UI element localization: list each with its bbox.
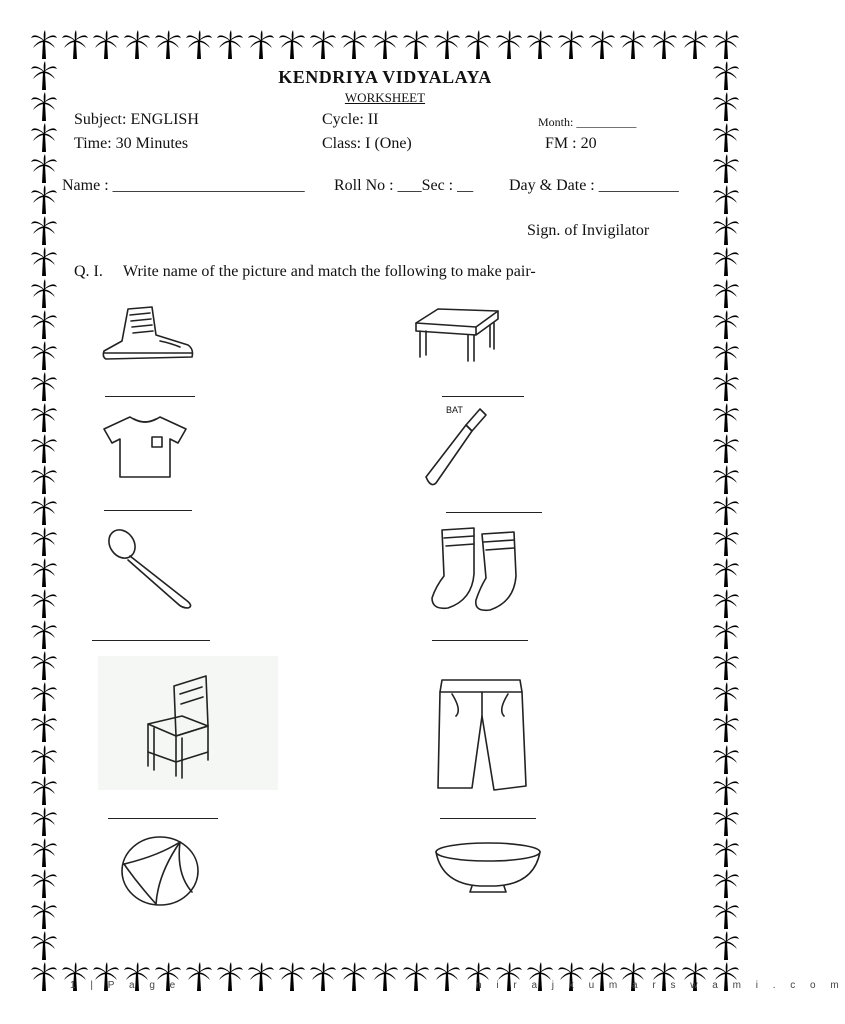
palm-tree-icon bbox=[247, 962, 275, 992]
palm-tree-icon bbox=[712, 496, 740, 526]
palm-tree-icon bbox=[278, 962, 306, 992]
palm-tree-icon bbox=[30, 807, 58, 837]
palm-tree-icon bbox=[712, 589, 740, 619]
answer-line bbox=[92, 640, 210, 641]
answer-line bbox=[440, 818, 536, 819]
palm-tree-icon bbox=[712, 185, 740, 215]
palm-tree-icon bbox=[185, 30, 213, 60]
boot-icon bbox=[100, 305, 196, 365]
palm-tree-icon bbox=[712, 682, 740, 712]
palm-tree-icon bbox=[712, 931, 740, 961]
table-icon bbox=[410, 305, 502, 363]
palm-tree-icon bbox=[309, 30, 337, 60]
palm-tree-icon bbox=[402, 962, 430, 992]
palm-tree-icon bbox=[30, 496, 58, 526]
page-number: 1 | P a g e bbox=[70, 980, 182, 991]
palm-tree-icon bbox=[712, 247, 740, 277]
chair-icon bbox=[98, 656, 278, 790]
palm-tree-icon bbox=[123, 30, 151, 60]
palm-tree-icon bbox=[30, 682, 58, 712]
palm-tree-icon bbox=[650, 30, 678, 60]
palm-tree-icon bbox=[712, 30, 740, 60]
palm-tree-icon bbox=[30, 372, 58, 402]
palm-tree-icon bbox=[433, 962, 461, 992]
palm-tree-icon bbox=[495, 30, 523, 60]
palm-tree-icon bbox=[712, 900, 740, 930]
palm-tree-icon bbox=[526, 30, 554, 60]
palm-tree-icon bbox=[712, 341, 740, 371]
palm-tree-icon bbox=[30, 713, 58, 743]
palm-tree-icon bbox=[61, 30, 89, 60]
palm-tree-icon bbox=[712, 465, 740, 495]
palm-tree-icon bbox=[619, 30, 647, 60]
palm-tree-icon bbox=[30, 403, 58, 433]
subject-text: Subject: ENGLISH bbox=[74, 111, 199, 128]
palm-tree-icon bbox=[30, 900, 58, 930]
palm-tree-icon bbox=[712, 310, 740, 340]
answer-line bbox=[108, 818, 218, 819]
palm-tree-icon bbox=[30, 310, 58, 340]
palm-tree-icon bbox=[712, 154, 740, 184]
palm-tree-icon bbox=[30, 434, 58, 464]
palm-tree-icon bbox=[278, 30, 306, 60]
palm-tree-icon bbox=[557, 30, 585, 60]
cycle-text: Cycle: II bbox=[322, 111, 379, 128]
palm-tree-icon bbox=[712, 620, 740, 650]
school-title: KENDRIYA VIDYALAYA bbox=[278, 67, 492, 87]
palm-tree-icon bbox=[712, 838, 740, 868]
answer-line bbox=[104, 510, 192, 511]
palm-tree-icon bbox=[30, 279, 58, 309]
palm-tree-icon bbox=[588, 30, 616, 60]
palm-tree-icon bbox=[185, 962, 213, 992]
palm-tree-icon bbox=[92, 30, 120, 60]
question-number: Q. I. bbox=[74, 263, 103, 280]
name-field: Name : ________________________ bbox=[62, 177, 305, 194]
palm-tree-icon bbox=[309, 962, 337, 992]
palm-tree-icon bbox=[712, 372, 740, 402]
palm-tree-icon bbox=[712, 558, 740, 588]
answer-line bbox=[446, 512, 542, 513]
palm-tree-icon bbox=[712, 807, 740, 837]
palm-tree-icon bbox=[30, 247, 58, 277]
website-text: n i r a j k u m a r s w a m i . c o m bbox=[476, 980, 845, 991]
day-date-field: Day & Date : __________ bbox=[509, 177, 679, 194]
invigilator-sign: Sign. of Invigilator bbox=[527, 222, 650, 239]
spoon-icon bbox=[104, 528, 200, 610]
palm-tree-icon bbox=[30, 931, 58, 961]
palm-tree-icon bbox=[30, 154, 58, 184]
class-text: Class: I (One) bbox=[322, 135, 412, 152]
time-text: Time: 30 Minutes bbox=[74, 135, 189, 152]
palm-tree-icon bbox=[154, 30, 182, 60]
palm-tree-icon bbox=[30, 869, 58, 899]
palm-tree-icon bbox=[30, 185, 58, 215]
palm-tree-icon bbox=[30, 651, 58, 681]
palm-tree-icon bbox=[712, 869, 740, 899]
palm-tree-icon bbox=[712, 216, 740, 246]
bat-icon bbox=[420, 405, 490, 487]
question-text: Write name of the picture and match the following to make pair- bbox=[123, 263, 536, 280]
palm-tree-icon bbox=[712, 745, 740, 775]
palm-tree-icon bbox=[216, 962, 244, 992]
palm-tree-icon bbox=[712, 403, 740, 433]
palm-tree-icon bbox=[712, 279, 740, 309]
month-text: Month: __________ bbox=[538, 115, 637, 129]
palm-tree-icon bbox=[433, 30, 461, 60]
palm-tree-icon bbox=[30, 589, 58, 619]
palm-tree-icon bbox=[712, 651, 740, 681]
palm-tree-icon bbox=[30, 620, 58, 650]
roll-section-field: Roll No : ___Sec : __ bbox=[334, 177, 474, 194]
worksheet-label: WORKSHEET bbox=[344, 90, 426, 105]
ball-icon bbox=[118, 834, 202, 908]
palm-tree-icon bbox=[216, 30, 244, 60]
palm-tree-icon bbox=[712, 434, 740, 464]
palm-tree-icon bbox=[30, 216, 58, 246]
tshirt-icon bbox=[100, 413, 190, 481]
palm-tree-icon bbox=[30, 465, 58, 495]
answer-line bbox=[442, 396, 524, 397]
palm-tree-icon bbox=[30, 341, 58, 371]
palm-tree-icon bbox=[712, 527, 740, 557]
palm-tree-icon bbox=[30, 838, 58, 868]
palm-tree-icon bbox=[30, 527, 58, 557]
answer-line bbox=[105, 396, 195, 397]
palm-tree-icon bbox=[30, 962, 58, 992]
full-marks-text: FM : 20 bbox=[545, 135, 597, 152]
trousers-icon bbox=[432, 676, 528, 796]
bat-label: BAT bbox=[446, 405, 463, 415]
palm-tree-icon bbox=[371, 30, 399, 60]
bowl-icon bbox=[432, 840, 544, 896]
palm-tree-icon bbox=[371, 962, 399, 992]
palm-tree-icon bbox=[712, 123, 740, 153]
palm-tree-icon bbox=[340, 30, 368, 60]
palm-tree-icon bbox=[30, 123, 58, 153]
palm-tree-icon bbox=[30, 745, 58, 775]
palm-tree-icon bbox=[247, 30, 275, 60]
palm-tree-icon bbox=[402, 30, 430, 60]
palm-tree-icon bbox=[712, 776, 740, 806]
palm-tree-icon bbox=[464, 30, 492, 60]
palm-tree-icon bbox=[712, 713, 740, 743]
socks-icon bbox=[428, 524, 532, 614]
palm-tree-icon bbox=[340, 962, 368, 992]
answer-line bbox=[432, 640, 528, 641]
palm-tree-icon bbox=[30, 776, 58, 806]
palm-tree-icon bbox=[30, 558, 58, 588]
palm-tree-icon bbox=[30, 30, 58, 60]
palm-tree-icon bbox=[681, 30, 709, 60]
